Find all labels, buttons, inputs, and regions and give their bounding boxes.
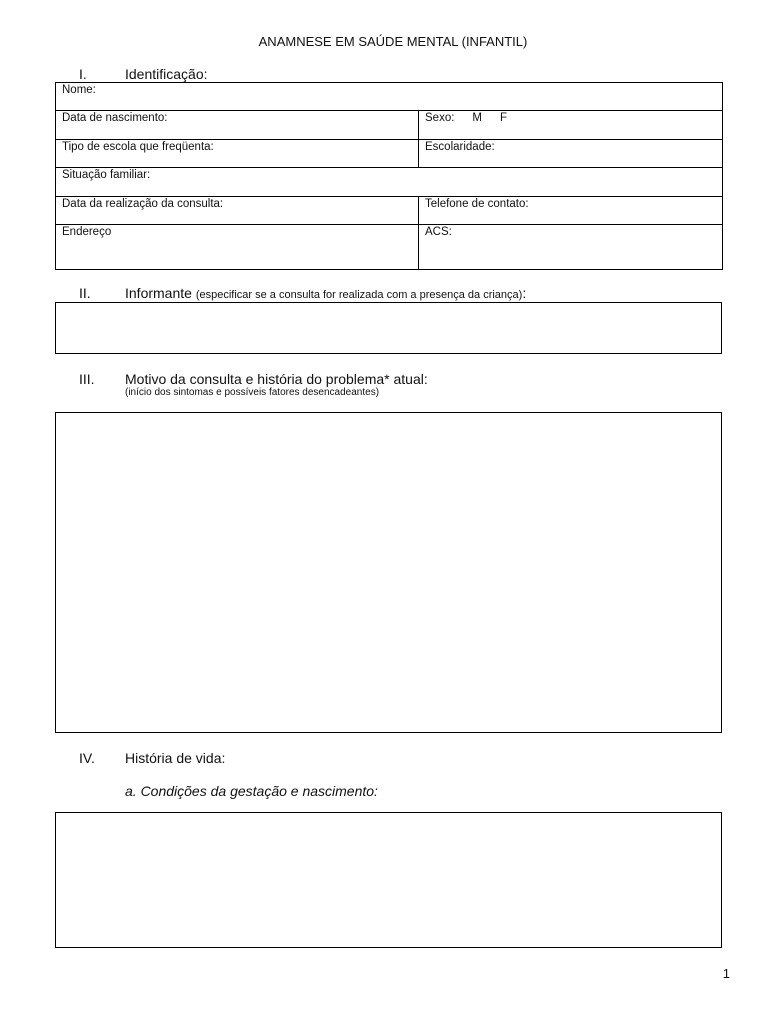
- gestacao-text-box[interactable]: [55, 812, 722, 948]
- section-number: IV.: [79, 750, 95, 766]
- field-escolaridade[interactable]: [419, 140, 723, 168]
- field-sexo[interactable]: [419, 111, 723, 140]
- section-label: Motivo da consulta e história do problema* atual:: [125, 371, 428, 387]
- section-number: III.: [79, 371, 95, 387]
- field-label: ACS:: [425, 226, 452, 238]
- field-data-consulta[interactable]: [56, 197, 419, 225]
- motivo-text-box[interactable]: [55, 412, 722, 733]
- field-label: Endereço: [62, 226, 112, 238]
- field-telefone[interactable]: [419, 197, 723, 225]
- field-nome[interactable]: [56, 83, 723, 111]
- section-informante-heading: [79, 285, 526, 301]
- section-label: Informante: [125, 285, 192, 301]
- section-motivo-heading: [79, 371, 428, 387]
- section-number: I.: [79, 66, 87, 82]
- field-label: Data de nascimento:: [62, 112, 168, 124]
- sexo-option-f[interactable]: F: [500, 112, 508, 124]
- section-label: História de vida:: [125, 750, 226, 766]
- section-colon: :: [522, 285, 527, 301]
- section-motivo-note: (início dos sintomas e possíveis fatores desencadeantes): [125, 387, 380, 398]
- section-label: Identificação:: [125, 66, 208, 82]
- field-label: Data da realização da consulta:: [62, 198, 224, 210]
- field-label: Situação familiar:: [62, 169, 151, 181]
- field-endereco[interactable]: [56, 225, 419, 270]
- section-note: (especificar se a consulta for realizada com a presença da criança): [195, 289, 523, 301]
- field-label: Telefone de contato:: [425, 198, 529, 210]
- informante-text-box[interactable]: [55, 302, 722, 354]
- field-data-nascimento[interactable]: [56, 111, 419, 140]
- field-label: Sexo:: [425, 112, 455, 124]
- field-acs[interactable]: [419, 225, 723, 270]
- page-number: 1: [722, 966, 730, 981]
- page-title: ANAMNESE EM SAÚDE MENTAL (INFANTIL): [258, 34, 528, 49]
- field-label: Tipo de escola que freqüenta:: [62, 141, 214, 153]
- section-identificacao-heading: [79, 66, 208, 82]
- subsection-gestacao-heading: a. Condições da gestação e nascimento:: [125, 783, 378, 799]
- section-number: II.: [79, 285, 91, 301]
- field-tipo-escola[interactable]: [56, 140, 419, 168]
- field-label: Escolaridade:: [425, 141, 495, 153]
- section-historia-heading: [79, 750, 225, 766]
- identification-table: [55, 82, 723, 270]
- field-label: Nome:: [62, 84, 96, 96]
- sexo-option-m[interactable]: M: [472, 112, 483, 124]
- field-situacao-familiar[interactable]: [56, 168, 723, 197]
